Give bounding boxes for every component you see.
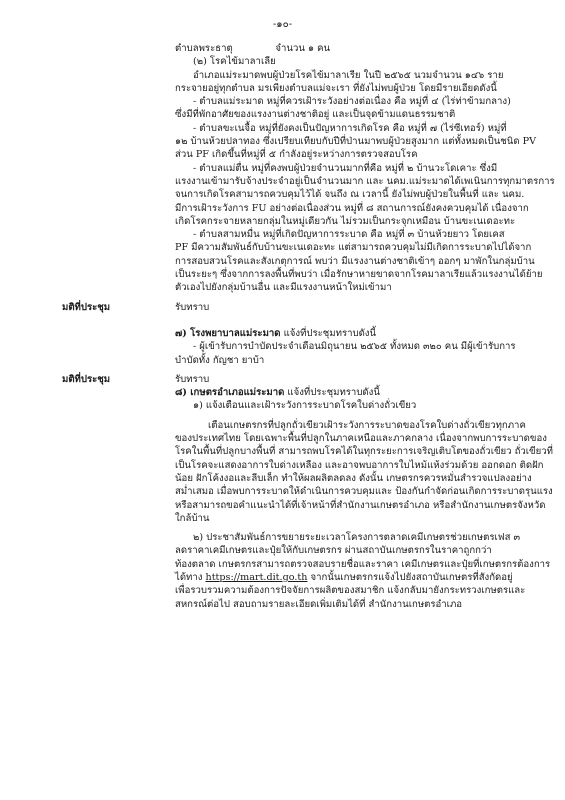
text-line: ใกล้บ้าน: [175, 512, 210, 524]
text-line: ๑) แจ้งเตือนและเฝ้าระวังการระบาดโรคใบด่างถั่วเขียว: [193, 400, 417, 412]
text-line: - ตำบลแม่ระมาด หมู่ที่ควรเฝ้าระวังอย่างต่อเนื่อง คือ หมู่ที่ ๔ (ไร่ท่าข้ามกลาง): [193, 96, 511, 108]
text-line: โรคในพื้นที่ปลูกบางพื้นที่ สามารถพบโรคได้ในทุกระยะการเจริญเติบโตของถั่วเขียว ถั่วเขียวที่: [175, 446, 553, 458]
resolution-text: รับทราบ: [175, 301, 210, 313]
text-fragment: จากนั้นเกษตรกรแจ้งไปยังสถาบันเกษตรที่สังกัดอยู่: [307, 571, 513, 583]
text-line: เกิดโรคกระจายหลายกลุ่มในหมู่เดียวกัน ไม่รวมเป็นกระจุกเหมือน บ้านขะเนเดอะทะ: [175, 215, 516, 227]
text-line: เป็นโรคจะแสดงอาการใบด่างเหลือง และอาจพบอาการใบไหม้แห้งร่วมด้วย ออกดอก ติดฝัก: [175, 459, 544, 471]
text-line: - ตำบลขะเนจื้อ หมู่ที่ยังคงเป็นปัญหาการเกิดโรค คือ หมู่ที่ ๗ (ไร่ซีเทอร์) หมู่ที่: [193, 122, 507, 134]
text-line: อำเภอแม่ระมาดพบผู้ป่วยโรคไข้มาลาเรีย ในปี ๒๕๖๕ นวมจำนวน ๑๔๖ ราย: [193, 69, 504, 81]
section-title: ๘) เกษตรอำเภอแม่ระมาด: [175, 387, 285, 399]
text-line: (๒) โรคไข้มาลาเลีย: [193, 56, 276, 68]
text-line: เตือนเกษตรกรที่ปลูกถั่วเขียวเฝ้าระวังการระบาดของโรคใบด่างถั่วเขียวทุกภาค: [208, 419, 526, 431]
section-title: ๗) โรงพยาบาลแม่ระมาด: [175, 327, 281, 339]
text-line: การสอบสวนโรคและสังเกตุการณ์ พบว่า มีแรงงานต่างชาติเข้าๆ ออกๆ มาพักในกลุ่มบ้าน: [175, 255, 535, 267]
text-line: ของประเทศไทย โดยเฉพาะพื้นที่ปลูกในภาคเหนือและภาคกลาง เนื่องจากพบการระบาดของ: [175, 433, 547, 445]
text-line: ซึ่งมีที่พักอาศัยของแรงงานต่างชาติอยู่ และเป็นจุดข้ามแดนธรรมชาติ: [175, 109, 456, 121]
document-body: [0, 42, 565, 611]
text-fragment: ได้ทาง: [175, 571, 206, 583]
text-line: แรงงานเข้ามารับจ้างประจำอยู่เป็นจำนวนมาก และ นคม.แม่ระมาดได้เพเนินการทุกมาตรการ: [175, 175, 555, 187]
page-number: -๑๐-: [272, 19, 293, 30]
text-line: เป็นระยะๆ ซึ่งจากการลงพื้นที่พบว่า เมื่อรักษาหายขาดจากโรคมาลาเรียแล้วแรงงานได้ย้าย: [175, 269, 543, 281]
text-line: ตำบลพระธาตุ จำนวน ๑ คน: [175, 43, 331, 54]
section-heading: [175, 386, 505, 399]
text-line: ๑๒ บ้านห้วยปลาทอง ซึ่งเปรียบเทียบกับปีที่ป่านมาพบผู้ป่วยสูงมาก แต่ทั้งหมดเป็นชนิด PV: [175, 136, 537, 148]
resolution-label: มติที่ประชุม: [62, 373, 111, 385]
resolution-text: รับทราบ: [175, 373, 210, 385]
text-line: มีการเฝ้าระวังการ FU อย่างต่อเนื่องส่วน หมู่ที่ ๘ สถานการณ์ยังคงควบคุมได้ เนื่องจาก: [175, 202, 529, 214]
text-line: ตัวเองไปยังกลุ่มบ้านอื่น และมีแรงงานหน้าใหม่เข้ามา: [175, 282, 392, 294]
text-line: สหกรณ์ต่อไป สอบถามรายละเอียดเพิ่มเติมได้ที่ สำนักงานเกษตรอำเภอ: [175, 598, 463, 610]
resolution-label: มติที่ประชุม: [62, 301, 111, 313]
text-line: - ตำบลแม่ตื่น หมู่ที่คงพบผู้ป่วยจำนวนมากที่คือ หมู่ที่ ๒ บ้านวะโดเคาะ ซึ่งมี: [193, 162, 498, 174]
text-line: ลดราคาเคมีเกษตรและปุ๋ยให้กับเกษตรกร ผ่านสถาบันเกษตรกรในราคาถูกกว่า: [175, 545, 492, 557]
text-line: - ตำบลสามหมื่น หมู่ที่เกิดปัญหาการระบาด คือ หมู่ที่ ๓ บ้านห้วยยาว โดยเคส: [193, 229, 505, 241]
text-line: หรือสามารถขอคำแนะนำได้ที่เจ้าหน้าที่สำนักงานเกษตรอำเภอ หรือสำนักงานเกษตรจังหวัด: [175, 499, 546, 511]
text-line: ท้องตลาด เกษตรกรสามารถตรวจสอบรายชื่อและราคา เคมีเกษตรและปุ๋ยที่เกษตรกรต้องการ: [175, 558, 551, 570]
section-subtitle: แจ้งที่ประชุมทราบดังนี้: [280, 327, 377, 339]
section-heading: [175, 327, 505, 340]
section-subtitle: แจ้งที่ประชุมทราบดังนี้: [284, 387, 380, 399]
text-line: เพื่อรวบรวมความต้องการปัจจัยการผลิตของสมาชิก แจ้งกลับมายังกระทรวงเกษตรและ: [175, 585, 526, 597]
text-line: สม่ำเสมอ เมื่อพบการระบาดให้ดำเนินการควบคุมและ ป้องกันกำจัดก่อนเกิดการระบาดรุนแรง: [175, 486, 553, 498]
text-line: น้อย ฝักโค้งงอและลีบเล็ก ทำให้ผลผลิตลดลง ดังนั้น เกษตรกรควรหมั่นสำรวจแปลงอย่าง: [175, 472, 532, 484]
text-line: จนการเกิดโรคสามารถควบคุมไว้ได้ จนถึง ณ เวลานี้ ยังไม่พบผู้ป่วยในพื้นที่ และ นคม.: [175, 189, 525, 201]
text-line: ส่วน PF เกิดขึ้นที่หมู่ที่ ๕ กำลังอยู่ระหว่างการตรวจสอบโรค: [175, 149, 418, 161]
text-line: กระจายอยู่ทุกตำบล มรเพียงตำบลแม่จะเรา ที่ยังไม่พบผู้ป่วย โดยมีรายเอียดดังนี้: [175, 82, 497, 94]
text-line: PF มีความสัมพันธ์กับบ้านขะเนเดอะทะ แต่สามารถควบคุมไม่มีเกิดการระบาดไปได้จาก: [175, 242, 532, 254]
text-line: บำบัดทั้ง กัญชา ยาบ้า: [175, 354, 265, 366]
text-line: [175, 571, 513, 584]
mart-website-link[interactable]: https://mart.dit.go.th: [205, 571, 308, 583]
text-line: ๒) ประชาสัมพันธ์การขยายระยะเวลาโครงการตลาดเคมีเกษตรช่วยเกษตรเฟส ๓: [193, 532, 521, 544]
text-line: - ผู้เข้ารับการบำบัดประจำเดือนมิถุนายน ๒๕๖๕ ทั้งหมด ๓๒๐ คน มีผู้เข้ารับการ: [193, 341, 516, 353]
